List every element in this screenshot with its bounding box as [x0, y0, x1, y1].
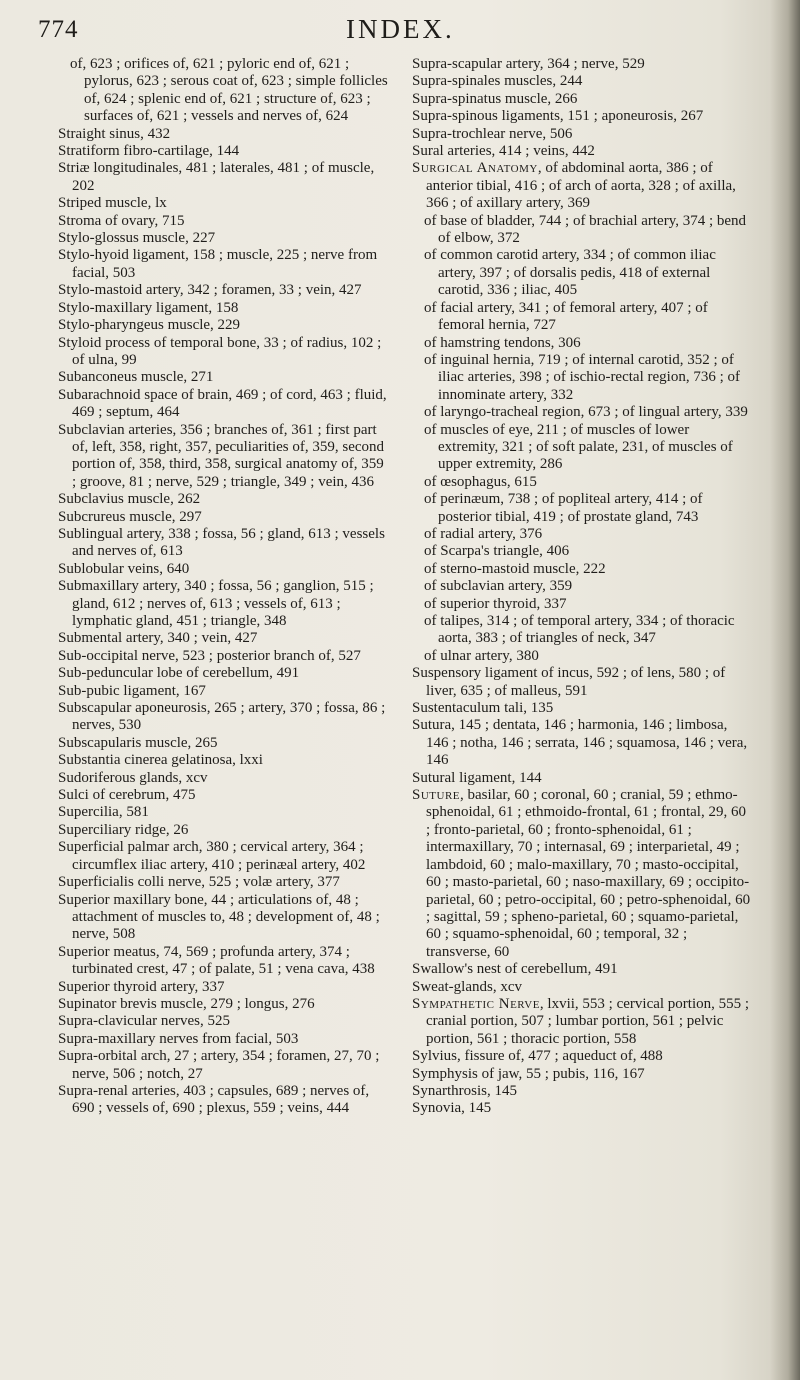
index-entry: Synovia, 145 [412, 1100, 492, 1117]
index-entry: of base of bladder, 744 ; of brachial artery, 374 ; bend of elbow, 372 [424, 212, 747, 247]
index-entry: Superior meatus, 74, 569 ; profunda artery, 374 ; turbinated crest, 47 ; of palate, 51 ; vena cava, 438 [58, 943, 375, 978]
index-entry: Superficialis colli nerve, 525 ; volæ artery, 377 [58, 874, 340, 891]
index-entry: Sublobular veins, 640 [58, 560, 190, 577]
index-entry: Supra-clavicular nerves, 525 [58, 1013, 231, 1030]
index-entry: Stylo-glossus muscle, 227 [58, 230, 216, 247]
index-entry: Sulci of cerebrum, 475 [58, 787, 196, 804]
index-entry: Stylo-maxillary ligament, 158 [58, 299, 239, 316]
index-entry: Sub-pubic ligament, 167 [58, 682, 206, 699]
index-entry [412, 160, 752, 212]
index-entry: Sylvius, fissure of, 477 ; aqueduct of, 488 [412, 1048, 663, 1065]
index-entry [412, 996, 752, 1048]
index-entry [412, 787, 752, 961]
index-entry: Subscapular aponeurosis, 265 ; artery, 370 ; fossa, 86 ; nerves, 530 [58, 700, 386, 734]
index-entry: of subclavian artery, 359 [424, 578, 573, 595]
index-entry: Striæ longitudinales, 481 ; laterales, 481 ; of muscle, 202 [58, 160, 375, 194]
index-entry: Stylo-hyoid ligament, 158 ; muscle, 225 ; nerve from facial, 503 [58, 247, 378, 281]
index-entry: Stylo-pharyngeus muscle, 229 [58, 317, 241, 334]
index-entry: Superficial palmar arch, 380 ; cervical artery, 364 ; circumflex iliac artery, 410 ; perinæal artery, 402 [58, 839, 366, 873]
index-heading-smallcaps: Suture [412, 787, 461, 804]
index-entry: Subclavius muscle, 262 [58, 491, 201, 508]
index-entry: of, 623 ; orifices of, 621 ; pyloric end of, 621 ; pylorus, 623 ; serous coat of, 623 ; simple follicles of, 624 ; splenic end of, 621 ; structure of, 623 ; surfaces of, 621 ; vessels and nerves of, 624 [70, 56, 388, 125]
index-entry: Sub-occipital nerve, 523 ; posterior branch of, 527 [58, 647, 361, 664]
index-entry: of ulnar artery, 380 [424, 647, 539, 664]
index-entry: of facial artery, 341 ; of femoral artery, 407 ; of femoral hernia, 727 [424, 299, 708, 334]
index-entry: Straight sinus, 432 [58, 125, 171, 142]
index-entry: Supra-spinales muscles, 244 [412, 73, 583, 90]
index-entry: Sutura, 145 ; dentata, 146 ; harmonia, 146 ; limbosa, 146 ; notha, 146 ; serrata, 146 ; squamosa, 146 ; vera, 146 [412, 717, 748, 769]
index-entry: of perinæum, 738 ; of popliteal artery, 414 ; of posterior tibial, 419 ; of prostate gland, 743 [424, 491, 703, 525]
index-entry: Sutural ligament, 144 [412, 769, 542, 786]
index-entry: of common carotid artery, 334 ; of common iliac artery, 397 ; of dorsalis pedis, 418 of external carotid, 336 ; iliac, 405 [424, 247, 716, 299]
index-entry: Suspensory ligament of incus, 592 ; of lens, 580 ; of liver, 635 ; of malleus, 591 [412, 665, 726, 699]
index-entry: Subcrureus muscle, 297 [58, 508, 202, 525]
index-entry: Submental artery, 340 ; vein, 427 [58, 630, 258, 647]
index-entry: Supinator brevis muscle, 279 ; longus, 276 [58, 995, 315, 1012]
index-entry: of superior thyroid, 337 [424, 595, 567, 612]
index-entry-text: , lxvii, 553 ; cervical portion, 555 ; cranial portion, 507 ; lumbar portion, 561 ; pelvic portion, 561 ; thoracic portion, 558 [426, 995, 750, 1047]
page-header [0, 6, 760, 50]
index-entry: of sterno-mastoid muscle, 222 [424, 560, 606, 577]
index-entry: Striped muscle, lx [58, 195, 167, 212]
index-heading-smallcaps: Surgical Anatomy [412, 160, 538, 177]
index-entry: Subanconeus muscle, 271 [58, 369, 214, 386]
index-entry: of Scarpa's triangle, 406 [424, 543, 570, 560]
index-entry: Symphysis of jaw, 55 ; pubis, 116, 167 [412, 1065, 645, 1082]
index-entry: Swallow's nest of cerebellum, 491 [412, 961, 618, 978]
index-entry: Supra-spinous ligaments, 151 ; aponeurosis, 267 [412, 108, 704, 125]
index-entry: of inguinal hernia, 719 ; of internal carotid, 352 ; of iliac arteries, 398 ; of ischio-rectal region, 736 ; of innominate artery, 332 [424, 351, 740, 403]
index-entry: of talipes, 314 ; of temporal artery, 334 ; of thoracic aorta, 383 ; of triangles of neck, 347 [424, 613, 735, 647]
index-entry: of muscles of eye, 211 ; of muscles of lower extremity, 321 ; of soft palate, 231, of muscles of upper extremity, 286 [424, 421, 733, 473]
index-entry: Superior thyroid artery, 337 [58, 978, 225, 995]
page-edge-shadow [770, 0, 800, 1380]
running-head: INDEX. [346, 14, 455, 44]
index-entry: Substantia cinerea gelatinosa, lxxi [58, 752, 263, 769]
index-entry: Superior maxillary bone, 44 ; articulations of, 48 ; attachment of muscles to, 48 ; development of, 48 ; nerve, 508 [58, 891, 380, 943]
index-entry: Subarachnoid space of brain, 469 ; of cord, 463 ; fluid, 469 ; septum, 464 [58, 386, 387, 421]
index-entry: Subscapularis muscle, 265 [58, 734, 218, 751]
index-entry: Sublingual artery, 338 ; fossa, 56 ; gland, 613 ; vessels and nerves of, 613 [58, 525, 385, 560]
index-entry: of radial artery, 376 [424, 525, 543, 542]
index-entry: Supra-maxillary nerves from facial, 503 [58, 1030, 299, 1047]
index-entry: Synarthrosis, 145 [412, 1082, 517, 1099]
index-entry: Subclavian arteries, 356 ; branches of, 361 ; first part of, left, 358, right, 357, peculiarities of, 359, second portion of, 358, third, 358, surgical anatomy of, 359 ; groove, 81 ; nerve, 529 ; triangle, 349 ; vein, 436 [58, 421, 385, 490]
index-heading-smallcaps: Sympathetic Nerve [412, 995, 540, 1012]
index-entry: Stratiform fibro-cartilage, 144 [58, 143, 240, 160]
index-entry: Supra-scapular artery, 364 ; nerve, 529 [412, 56, 645, 72]
index-entry: of œsophagus, 615 [424, 473, 537, 490]
index-entry: Sweat-glands, xcv [412, 978, 522, 995]
index-entry: Submaxillary artery, 340 ; fossa, 56 ; ganglion, 515 ; gland, 612 ; nerves of, 613 ; vessels of, 613 ; lymphatic gland, 451 ; triangle, 348 [58, 578, 374, 629]
index-entry-text: , of abdominal aorta, 386 ; of anterior tibial, 416 ; of arch of aorta, 328 ; of axilla, 366 ; of axillary artery, 369 [426, 160, 736, 212]
index-entry: Supra-spinatus muscle, 266 [412, 90, 578, 107]
index-entry: Supra-trochlear nerve, 506 [412, 125, 573, 142]
index-entry: Stroma of ovary, 715 [58, 212, 185, 229]
index-entry: Sustentaculum tali, 135 [412, 700, 554, 717]
index-column-right [412, 56, 752, 1118]
index-entry: Styloid process of temporal bone, 33 ; of radius, 102 ; of ulna, 99 [58, 334, 382, 368]
index-entry: Supra-renal arteries, 403 ; capsules, 689 ; nerves of, 690 ; vessels of, 690 ; plexus, 559 ; veins, 444 [58, 1082, 370, 1117]
index-entry: Superciliary ridge, 26 [58, 821, 189, 838]
index-entry: Sub-peduncular lobe of cerebellum, 491 [58, 665, 300, 682]
page-number: 774 [38, 16, 79, 43]
index-entry: of hamstring tendons, 306 [424, 334, 581, 351]
index-entry: Supra-orbital arch, 27 ; artery, 354 ; foramen, 27, 70 ; nerve, 506 ; notch, 27 [58, 1048, 380, 1082]
index-entry: of laryngo-tracheal region, 673 ; of lingual artery, 339 [424, 404, 748, 421]
index-entry: Sudoriferous glands, xcv [58, 769, 208, 786]
index-column-left [58, 56, 390, 1118]
index-entry: Supercilia, 581 [58, 804, 149, 821]
index-entry: Stylo-mastoid artery, 342 ; foramen, 33 ; vein, 427 [58, 282, 362, 299]
index-entry: Sural arteries, 414 ; veins, 442 [412, 143, 595, 160]
index-entry-text: , basilar, 60 ; coronal, 60 ; cranial, 59 ; ethmo-sphenoidal, 61 ; ethmoido-frontal, 61 ; frontal, 29, 60 ; fronto-parietal, 60 ; fronto-sphenoidal, 61 ; intermaxillary, 70 ; internasal, 69 ; interparietal, 49 ; lambdoid, 60 ; malo-maxillary, 70 ; masto-occipital, 60 ; masto-parietal, 60 ; naso-maxillary, 69 ; occipito-parietal, 60 ; petro-occipital, 60 ; petro-sphenoidal, 60 ; sagittal, 59 ; spheno-parietal, 60 ; squamo-parietal, 60 ; squamo-sphenoidal, 60 ; temporal, 32 ; transverse, 60 [426, 787, 751, 960]
